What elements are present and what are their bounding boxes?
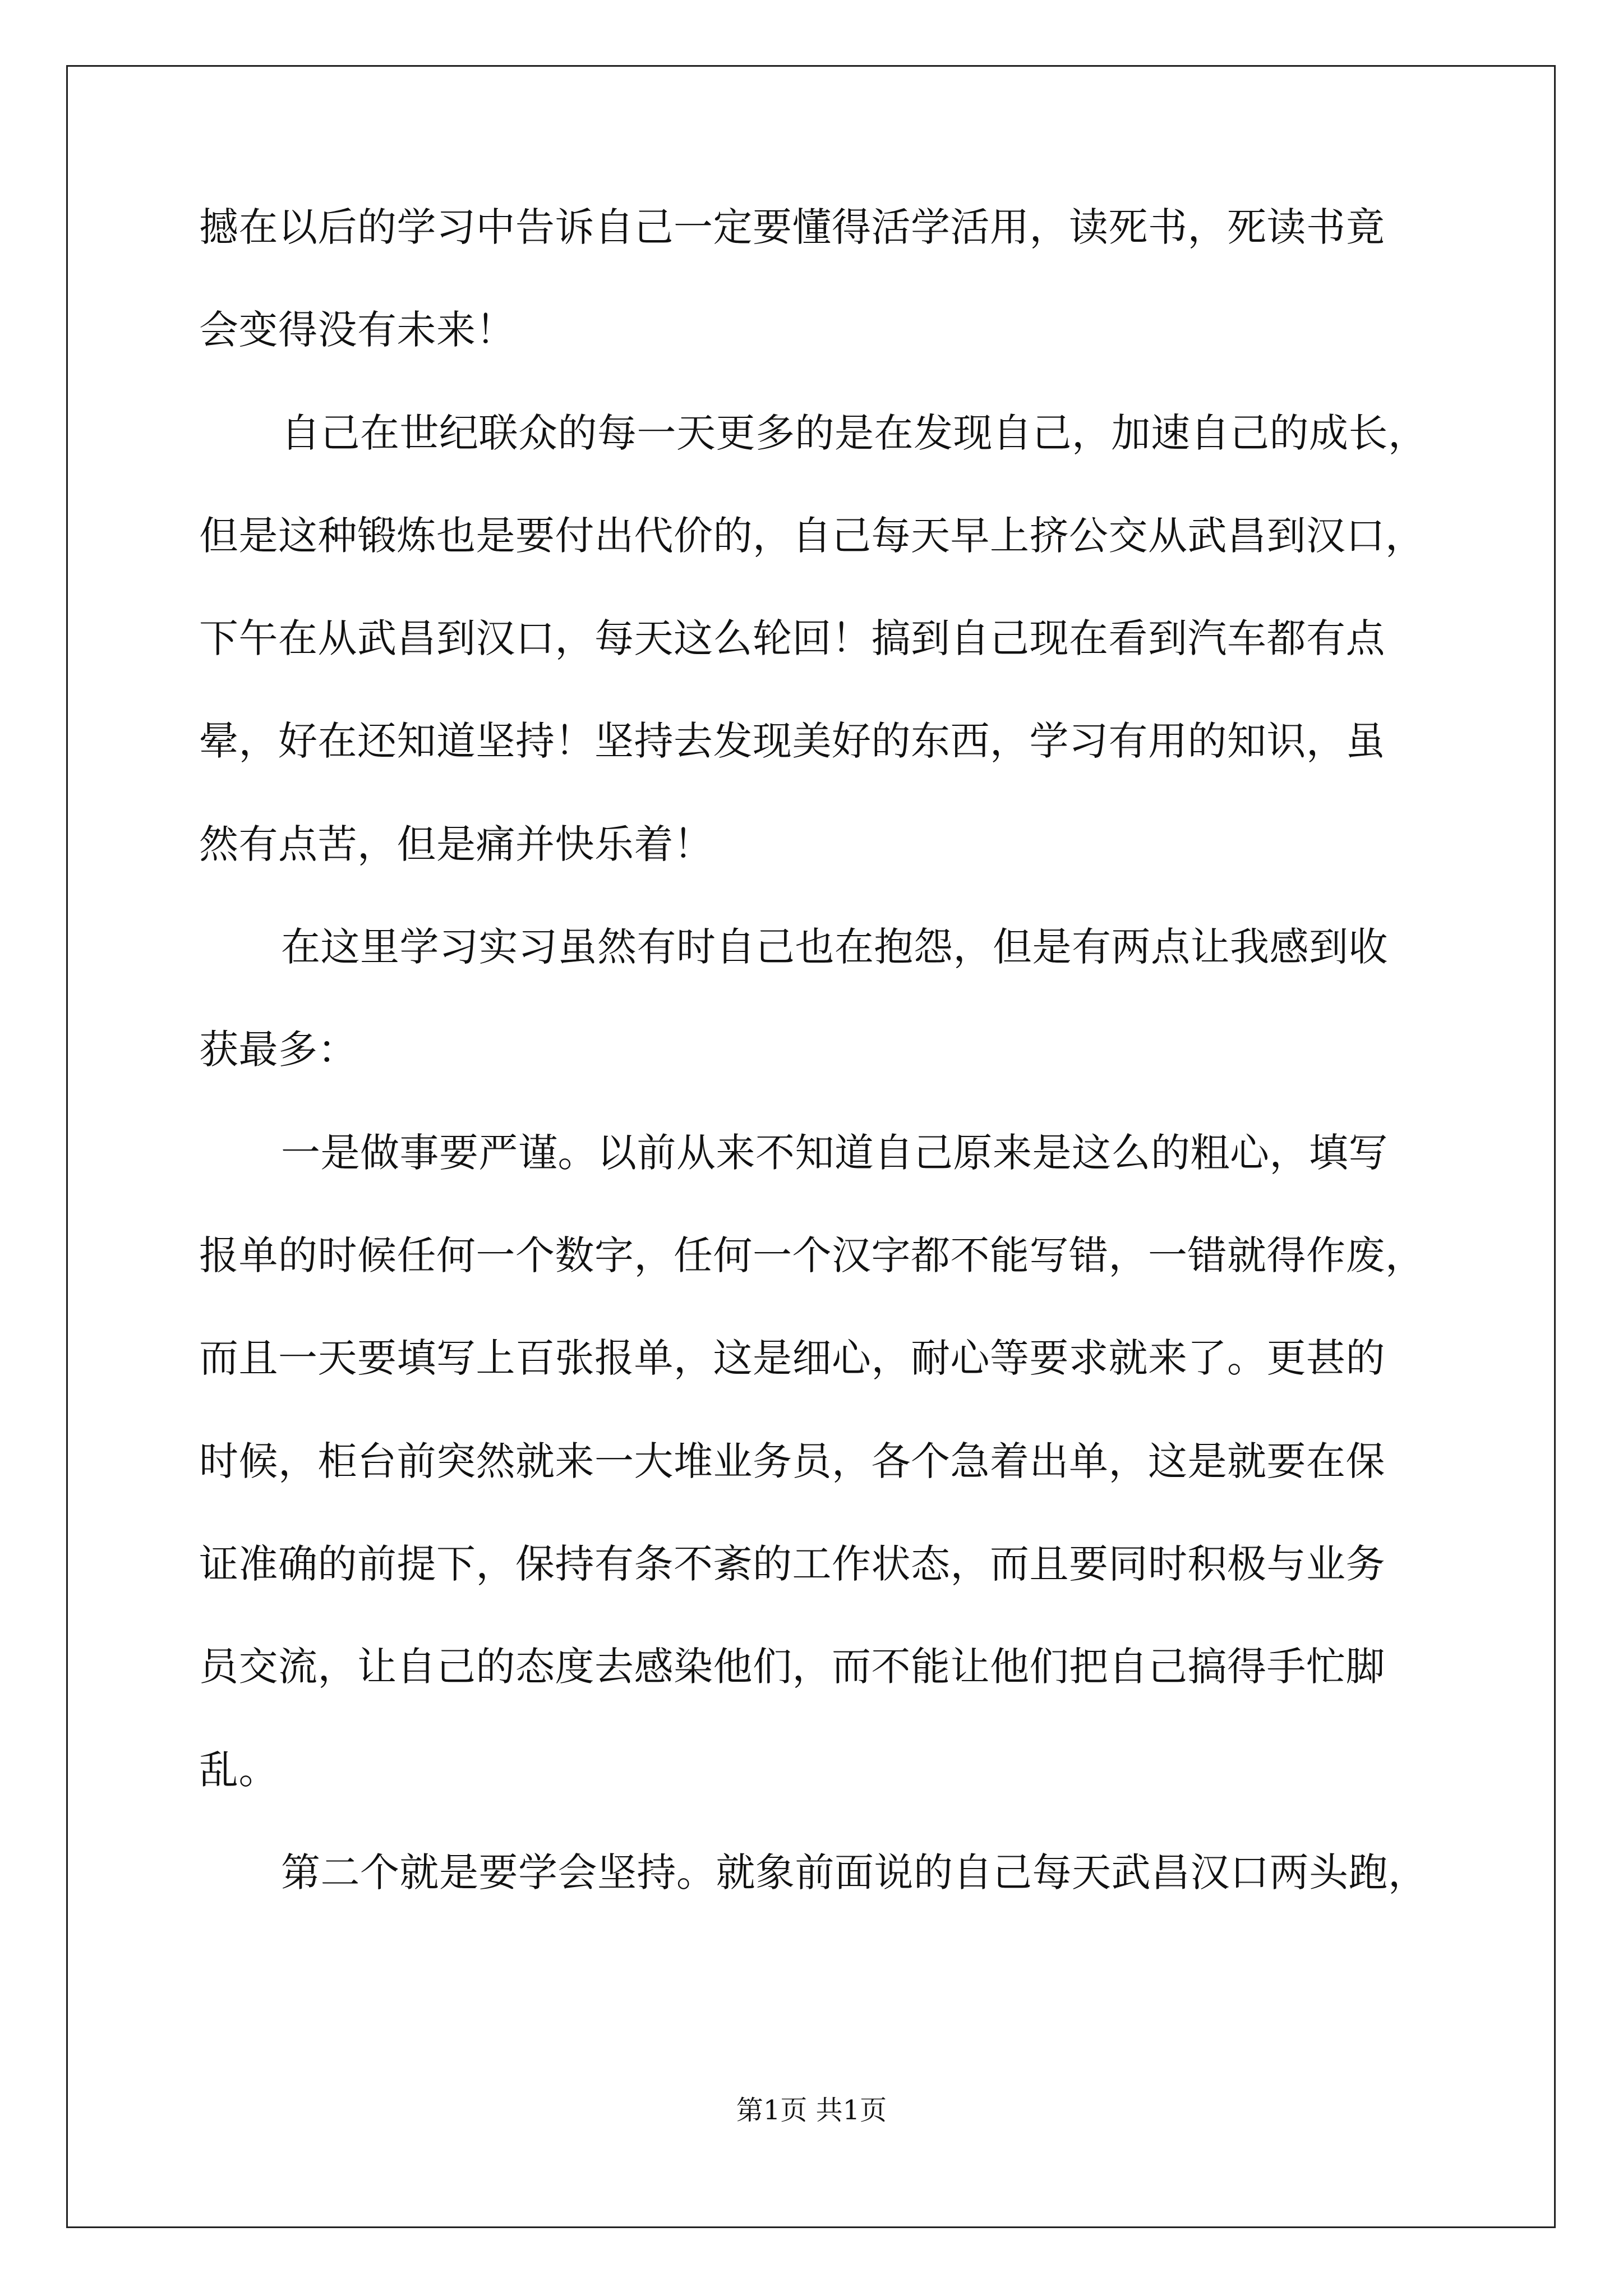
text-line: 员交流，让自己的态度去感染他们，而不能让他们把自己搞得手忙脚 <box>199 1644 1385 1690</box>
text-line: 会变得没有未来！ <box>199 307 515 353</box>
text-line: 证准确的前提下，保持有条不紊的工作状态，而且要同时积极与业务 <box>199 1541 1385 1587</box>
text-line: 时候，柜台前突然就来一大堆业务员，各个急着出单，这是就要在保 <box>199 1438 1385 1484</box>
paragraph-first-line: 一是做事要严谨。以前从来不知道自己原来是这么的粗心，填写 <box>281 1130 1388 1176</box>
paragraph-first-line: 在这里学习实习虽然有时自己也在抱怨，但是有两点让我感到收 <box>281 924 1388 970</box>
text-line: 乱。 <box>199 1747 278 1793</box>
text-line: 下午在从武昌到汉口，每天这么轮回！搞到自己现在看到汽车都有点 <box>199 615 1385 661</box>
page-number-footer: 第1页 共1页 <box>736 2095 887 2126</box>
paragraph-first-line: 第二个就是要学会坚持。就象前面说的自己每天武昌汉口两头跑， <box>281 1849 1428 1895</box>
text-line: 而且一天要填写上百张报单，这是细心，耐心等要求就来了。更甚的 <box>199 1335 1385 1381</box>
paragraph-first-line: 自己在世纪联众的每一天更多的是在发现自己，加速自己的成长， <box>281 410 1428 456</box>
text-line: 晕，好在还知道坚持！坚持去发现美好的东西，学习有用的知识，虽 <box>199 718 1385 764</box>
text-line: 获最多： <box>199 1027 357 1073</box>
text-line: 但是这种锻炼也是要付出代价的，自己每天早上挤公交从武昌到汉口， <box>199 513 1425 559</box>
text-line: 然有点苦，但是痛并快乐着！ <box>199 821 713 867</box>
text-line: 报单的时候任何一个数字，任何一个汉字都不能写错，一错就得作废， <box>199 1232 1425 1278</box>
text-line: 撼在以后的学习中告诉自己一定要懂得活学活用，读死书，死读书竟 <box>199 204 1385 250</box>
